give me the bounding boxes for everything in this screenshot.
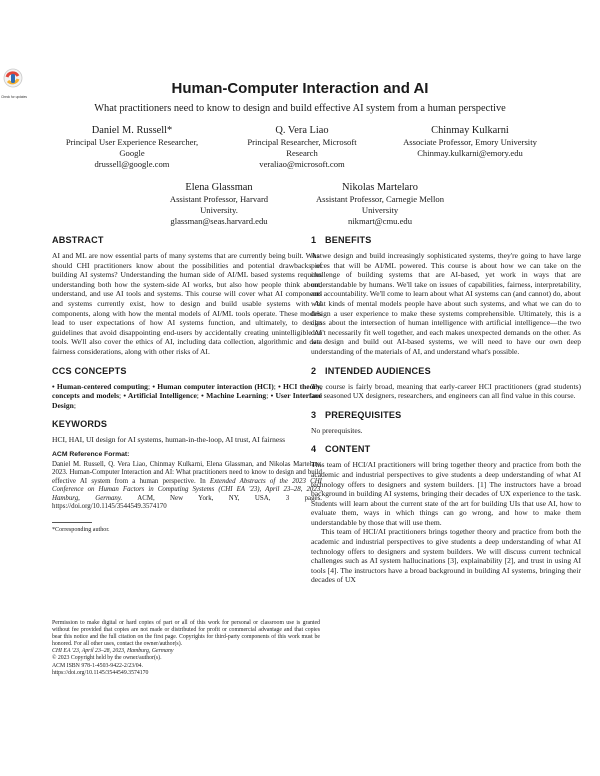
section-title: CONTENT	[325, 444, 371, 455]
author-affiliation: Assistant Professor, Carnegie Mellon	[315, 194, 445, 204]
section-title: BENEFITS	[325, 235, 372, 245]
benefits-text: As we design and build increasingly sophisticated systems, they're going to have large pieces that will be AI/ML powered. This course is about how we can take on the challenge of building systems that are AI-based, yet work in ways that are understandable by humans. We'll take on issues of capabilities, fairness, interpretability, and accountability. We'll come to learn about what AI systems can (and cannot) do, about what kinds of mental models people have about such systems, and what we can do to design a user experience to make these systems comprehensible. Ultimately, this is a class about the intersection of human intelligence with artificial intelligence—the two don't necessarily fit well together, and each makes unexpected demands on the other. As we design and build out AI-based systems, we will need to have our own deep understanding of the materials of AI, and understand what's possible.	[311, 251, 581, 356]
author-name: Q. Vera Liao	[275, 125, 329, 136]
section-heading	[311, 366, 581, 377]
isbn-line: ACM ISBN 978-1-4503-9422-2/23/04.	[52, 662, 143, 669]
author-email[interactable]: glassman@seas.harvard.edu	[170, 215, 268, 226]
corresponding-author-footnote: *Corresponding author.	[52, 522, 92, 536]
left-column	[52, 235, 322, 536]
abstract-section	[52, 235, 322, 357]
paper-title: Human-Computer Interaction and AI	[171, 80, 429, 97]
section-heading	[311, 235, 581, 246]
permission-block	[52, 620, 320, 677]
author-affiliation: Principal User Experience Researcher,	[65, 137, 199, 147]
author-affiliation: Research	[286, 147, 318, 158]
author-affiliation: Google	[119, 147, 145, 158]
ccs-item: • User Interface Design	[52, 391, 323, 410]
author-affiliation: Principal Researcher, Microsoft	[247, 137, 357, 147]
reference-venue: Extended Abstracts of the 2023 CHI Conference on Human Factors in Computing Systems (CHI EA '23), April 23–28, 2023, Hamburg, Germany.	[52, 477, 322, 502]
section-title: PREREQUISITES	[325, 409, 402, 420]
section-heading	[311, 410, 581, 421]
ccs-item: • Machine Learning	[201, 391, 267, 401]
ccs-item: • Human-centered computing	[52, 381, 148, 391]
content-paragraph-1: This team of HCI/AI practitioners will bring together theory and practice from both the academic and industrial perspectives to give students a deep understanding of what AI technology offers to designers and system builders. [1] The instructors have a broad background in building AI systems, bringing their decades of UX experience to the task. Students will learn about the current state of the art for building UIs that use AI, how to evaluate them, ways in which things can go wrong, and how to make them understandable by those that will use them.	[311, 460, 581, 527]
content-paragraph-2: This team of HCI/AI practitioners brings together theory and practice from both the academic and industrial perspectives to give students a deep understanding of what AI technology offers to designers and system builders. We will discuss current technical challenges such as AI system hallucinations [3], explainability [2], and trust in using AI tools [4]. The instructors have a broad background in building AI systems, bringing their decades of UX	[311, 527, 581, 585]
permission-text: Permission to make digital or hard copies of part or all of this work for personal or classroom use is granted without fee provided that copies are not made or distributed for profit or commercial advantage and that copies bear this notice and the full citation on the first page. Copyrights for third-party components of this work must be honored. For all other uses, contact the owner/author(s).	[52, 620, 320, 648]
keywords-heading: KEYWORDS	[52, 419, 108, 430]
ccs-item: • Artificial Intelligence	[123, 391, 197, 401]
ccs-item: • Human computer interaction (HCI)	[152, 381, 274, 391]
ccs-section	[52, 366, 322, 411]
author-name: Daniel M. Russell*	[91, 125, 173, 136]
keywords-section	[52, 419, 322, 445]
author-email[interactable]: nikmart@cmu.edu	[348, 215, 412, 226]
ccs-heading: CCS CONCEPTS	[52, 365, 127, 376]
author-name: Elena Glassman	[185, 182, 253, 193]
section-heading	[311, 444, 581, 455]
author-block	[227, 124, 377, 169]
section-number: 2	[311, 365, 317, 376]
conference-line: CHI EA '23, April 23–28, 2023, Hamburg, Germany	[52, 648, 174, 655]
ccs-separator: ;	[73, 400, 76, 410]
content-section	[311, 444, 581, 585]
right-column	[311, 235, 581, 594]
reference-heading: ACM Reference Format:	[52, 450, 130, 458]
acm-reference	[52, 450, 322, 512]
author-block	[52, 124, 212, 169]
reference-text	[52, 461, 322, 513]
reference-authors: Daniel M. Russell, Q. Vera Liao, Chinmay Kulkarni, Elena Glassman, and Nikolas Martelaro. 2023. Human-Computer Interaction and AI: What practitioners need to know to design and build effective AI system from a human perspective. In	[52, 460, 322, 485]
ccs-separator: ;	[196, 391, 202, 401]
ccs-concepts	[52, 382, 322, 411]
section-number: 3	[311, 409, 317, 420]
author-block	[384, 124, 556, 159]
section-number: 4	[311, 444, 317, 455]
author-email[interactable]: Chinmay.kulkarni@emory.edu	[417, 147, 523, 158]
keywords-text: HCI, HAI, UI design for AI systems, human-in-the-loop, AI trust, AI fairness	[52, 435, 286, 445]
author-block	[300, 181, 460, 226]
author-name: Chinmay Kulkarni	[431, 125, 509, 136]
reference-doi[interactable]: ACM, New York, NY, USA, 3 pages. https://doi.org/10.1145/3544549.3574170	[52, 494, 323, 511]
author-affiliation: University.	[200, 204, 238, 215]
section-title: INTENDED AUDIENCES	[325, 365, 431, 376]
author-name: Nikolas Martelaro	[342, 182, 418, 193]
audiences-section	[311, 366, 581, 401]
copyright-line: © 2023 Copyright held by the owner/author(s).	[52, 655, 162, 662]
ccs-separator: ;	[147, 381, 153, 391]
prerequisites-section	[311, 410, 581, 436]
abstract-heading: ABSTRACT	[52, 235, 104, 245]
check-for-updates-label: Check for updates	[1, 95, 27, 99]
section-number: 1	[311, 235, 317, 245]
ccs-item: • HCI theory, concepts and models	[52, 381, 322, 401]
benefits-section	[311, 235, 581, 357]
author-affiliation: Assistant Professor, Harvard	[169, 194, 269, 204]
audiences-text: The course is fairly broad, meaning that early-career HCI practitioners (grad students) and seasoned UX designers, researchers, and engineers can all find value in this course.	[311, 381, 581, 401]
author-email[interactable]: veraliao@microsoft.com	[259, 158, 345, 169]
paper-subtitle: What practitioners need to know to design and build effective AI system from a human perspective	[94, 103, 506, 114]
doi-link[interactable]: https://doi.org/10.1145/3544549.3574170	[52, 669, 149, 676]
ccs-separator: ;	[119, 391, 124, 401]
author-affiliation: University	[361, 204, 399, 215]
author-email[interactable]: drussell@google.com	[94, 158, 170, 169]
ccs-separator: ;	[266, 391, 271, 401]
ccs-separator: ;	[273, 381, 279, 391]
author-block	[144, 181, 294, 226]
abstract-text: AI and ML are now essential parts of many systems that are currently being built. What should CHI practitioners know about the possibilities and potential drawbacks of building AI systems? Understanding the human side of AI/ML based systems requires understanding both how the system-side AI works, but also how people think about, understand, and use AI tools and systems. This course will cover what AI components and systems currently exist, how to design and build usable systems with AI components, along with how the mental models of AI/ML tools operate. These models lead to user expectations of how AI systems function, and ultimately, to design guidelines that avoid disappointing end-users by accidentally creating unintelligible AI tools. We'll also cover the ethics of AI, including data collection, algorithmic and data fairness considerations, along with other risks of AI.	[52, 251, 322, 356]
author-affiliation: Associate Professor, Emory University	[403, 137, 537, 147]
prerequisites-text: No prerequisites.	[311, 425, 363, 435]
